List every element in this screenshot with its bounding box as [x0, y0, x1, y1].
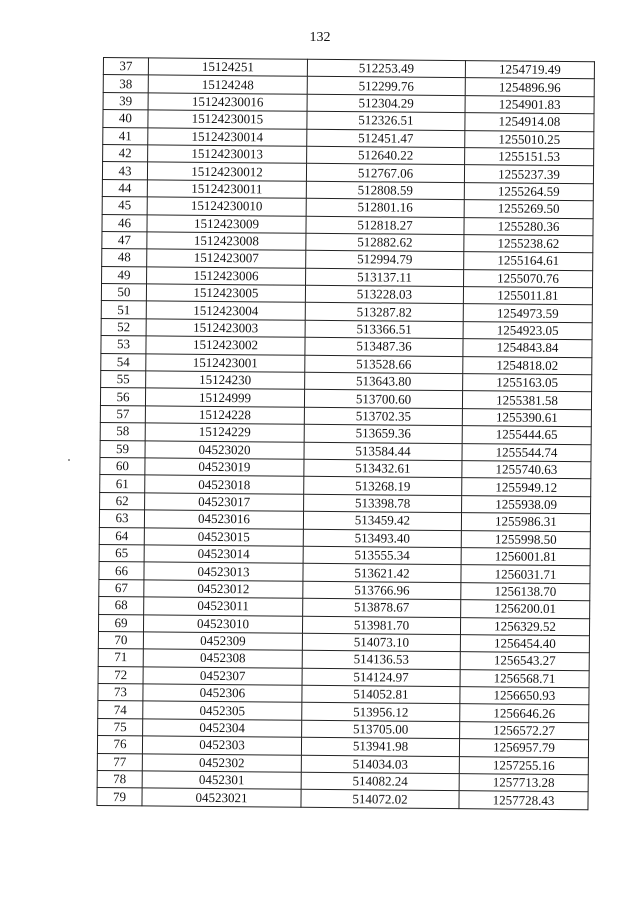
point-id-cell: 15124251	[148, 58, 307, 77]
y-coordinate-cell: 1255949.12	[462, 478, 591, 497]
point-id-cell: 0452309	[143, 632, 302, 651]
y-coordinate-cell: 1254818.02	[463, 356, 592, 375]
point-id-cell: 15124230011	[147, 180, 306, 199]
point-id-cell: 15124230	[146, 371, 305, 390]
y-coordinate-cell: 1257713.28	[459, 774, 588, 793]
row-number-cell: 59	[100, 440, 145, 458]
y-coordinate-cell: 1255163.05	[463, 374, 592, 393]
y-coordinate-cell: 1256454.40	[460, 635, 589, 654]
row-number-cell: 65	[99, 544, 144, 562]
page-number: 132	[309, 30, 331, 45]
table-row	[97, 788, 588, 810]
y-coordinate-cell: 1256329.52	[460, 617, 589, 636]
y-coordinate-cell: 1255381.58	[462, 391, 591, 410]
stray-dot	[68, 459, 70, 461]
x-coordinate-cell: 512801.16	[306, 198, 464, 217]
row-number-cell: 43	[102, 162, 147, 180]
y-coordinate-cell: 1255444.65	[462, 426, 591, 445]
x-coordinate-cell: 512451.47	[307, 129, 465, 148]
row-number-cell: 40	[103, 110, 148, 128]
point-id-cell: 04523014	[144, 545, 303, 564]
y-coordinate-cell: 1255986.31	[461, 513, 590, 532]
x-coordinate-cell: 513766.96	[303, 581, 461, 600]
x-coordinate-cell: 512640.22	[307, 146, 465, 165]
point-id-cell: 04523018	[145, 475, 304, 494]
y-coordinate-cell: 1254843.84	[463, 339, 592, 358]
point-id-cell: 04523020	[145, 440, 304, 459]
point-id-cell: 0452303	[142, 736, 301, 755]
row-number-cell: 78	[97, 770, 142, 788]
row-number-cell: 63	[99, 510, 144, 528]
point-id-cell: 04523011	[144, 597, 303, 616]
point-id-cell: 15124230016	[148, 93, 307, 112]
x-coordinate-cell: 513878.67	[303, 598, 461, 617]
point-id-cell: 04523013	[144, 562, 303, 581]
y-coordinate-cell: 1255164.61	[464, 252, 593, 271]
x-coordinate-cell: 514034.03	[301, 755, 459, 774]
x-coordinate-cell: 514073.10	[302, 633, 460, 652]
point-id-cell: 0452304	[143, 719, 302, 738]
row-number-cell: 77	[97, 753, 142, 771]
x-coordinate-cell: 513981.70	[302, 616, 460, 635]
point-id-cell: 1512423005	[146, 284, 305, 303]
row-number-cell: 51	[101, 301, 146, 319]
x-coordinate-cell: 513487.36	[305, 338, 463, 357]
point-id-cell: 15124999	[145, 388, 304, 407]
y-coordinate-cell: 1255010.25	[465, 130, 594, 149]
x-coordinate-cell: 512994.79	[306, 251, 464, 270]
y-coordinate-cell: 1255151.53	[465, 148, 594, 167]
y-coordinate-cell: 1255237.39	[464, 165, 593, 184]
y-coordinate-cell: 1256200.01	[461, 600, 590, 619]
row-number-cell: 58	[100, 423, 145, 441]
y-coordinate-cell: 1257728.43	[459, 791, 588, 810]
x-coordinate-cell: 513398.78	[304, 494, 462, 513]
x-coordinate-cell: 513705.00	[302, 720, 460, 739]
y-coordinate-cell: 1255011.81	[463, 287, 592, 306]
point-id-cell: 1512423004	[146, 301, 305, 320]
y-coordinate-cell: 1254901.83	[465, 95, 594, 114]
x-coordinate-cell: 513956.12	[302, 703, 460, 722]
row-number-cell: 42	[103, 144, 148, 162]
x-coordinate-cell: 513432.61	[304, 459, 462, 478]
y-coordinate-cell: 1256031.71	[461, 565, 590, 584]
row-number-cell: 70	[98, 631, 143, 649]
y-coordinate-cell: 1256001.81	[461, 548, 590, 567]
row-number-cell: 48	[102, 249, 147, 267]
point-id-cell: 15124229	[145, 423, 304, 442]
point-id-cell: 1512423006	[147, 267, 306, 286]
row-number-cell: 71	[98, 649, 143, 667]
row-number-cell: 79	[97, 788, 142, 806]
x-coordinate-cell: 513584.44	[304, 442, 462, 461]
point-id-cell: 04523012	[144, 580, 303, 599]
point-id-cell: 1512423009	[147, 214, 306, 233]
row-number-cell: 45	[102, 197, 147, 215]
x-coordinate-cell: 514124.97	[302, 668, 460, 687]
y-coordinate-cell: 1256572.27	[460, 721, 589, 740]
x-coordinate-cell: 513366.51	[305, 320, 463, 339]
x-coordinate-cell: 514136.53	[302, 651, 460, 670]
row-number-cell: 66	[99, 562, 144, 580]
x-coordinate-cell: 513643.80	[305, 372, 463, 391]
y-coordinate-cell: 1256646.26	[460, 704, 589, 723]
point-id-cell: 0452306	[143, 684, 302, 703]
row-number-cell: 74	[98, 701, 143, 719]
row-number-cell: 72	[98, 666, 143, 684]
point-id-cell: 04523015	[144, 527, 303, 546]
table-body	[97, 58, 595, 810]
row-number-cell: 52	[101, 318, 146, 336]
x-coordinate-cell: 512818.27	[306, 216, 464, 235]
point-id-cell: 04523010	[143, 614, 302, 633]
point-id-cell: 1512423001	[146, 354, 305, 373]
row-number-cell: 64	[99, 527, 144, 545]
row-number-cell: 61	[100, 475, 145, 493]
point-id-cell: 1512423002	[146, 336, 305, 355]
row-number-cell: 37	[103, 58, 148, 76]
row-number-cell: 49	[102, 266, 147, 284]
x-coordinate-cell: 514082.24	[301, 772, 459, 791]
y-coordinate-cell: 1255264.59	[464, 182, 593, 201]
y-coordinate-cell: 1256568.71	[460, 669, 589, 688]
row-number-cell: 56	[100, 388, 145, 406]
row-number-cell: 60	[100, 457, 145, 475]
y-coordinate-cell: 1256650.93	[460, 687, 589, 706]
row-number-cell: 76	[97, 736, 142, 754]
y-coordinate-cell: 1257255.16	[459, 756, 588, 775]
row-number-cell: 50	[101, 284, 146, 302]
point-id-cell: 1512423007	[147, 249, 306, 268]
point-id-cell: 04523016	[144, 510, 303, 529]
point-id-cell: 1512423003	[146, 319, 305, 338]
x-coordinate-cell: 512882.62	[306, 233, 464, 252]
row-number-cell: 46	[102, 214, 147, 232]
x-coordinate-cell: 512808.59	[306, 181, 464, 200]
row-number-cell: 69	[98, 614, 143, 632]
x-coordinate-cell: 512304.29	[307, 94, 465, 113]
y-coordinate-cell: 1254973.59	[463, 304, 592, 323]
row-number-cell: 62	[100, 492, 145, 510]
x-coordinate-cell: 513268.19	[304, 477, 462, 496]
point-id-cell: 15124230012	[147, 162, 306, 181]
x-coordinate-cell: 513493.40	[303, 529, 461, 548]
row-number-cell: 47	[102, 231, 147, 249]
x-coordinate-cell: 513528.66	[305, 355, 463, 374]
x-coordinate-cell: 513459.42	[303, 511, 461, 530]
row-number-cell: 67	[99, 579, 144, 597]
y-coordinate-cell: 1256957.79	[459, 739, 588, 758]
x-coordinate-cell: 513287.82	[305, 303, 463, 322]
point-id-cell: 15124230013	[148, 145, 307, 164]
y-coordinate-cell: 1255998.50	[461, 530, 590, 549]
y-coordinate-cell: 1254914.08	[465, 113, 594, 132]
row-number-cell: 57	[100, 405, 145, 423]
x-coordinate-cell: 512767.06	[306, 164, 464, 183]
x-coordinate-cell: 513555.34	[303, 546, 461, 565]
x-coordinate-cell: 514052.81	[302, 685, 460, 704]
point-id-cell: 04523019	[145, 458, 304, 477]
x-coordinate-cell: 512253.49	[307, 59, 465, 78]
x-coordinate-cell: 513659.36	[304, 424, 462, 443]
point-id-cell: 0452302	[142, 753, 301, 772]
point-id-cell: 0452305	[143, 701, 302, 720]
y-coordinate-cell: 1255390.61	[462, 408, 591, 427]
row-number-cell: 54	[101, 353, 146, 371]
point-id-cell: 15124230014	[148, 127, 307, 146]
x-coordinate-cell: 513621.42	[303, 564, 461, 583]
y-coordinate-cell: 1255070.76	[464, 269, 593, 288]
coordinates-table	[96, 57, 595, 810]
y-coordinate-cell: 1254923.05	[463, 322, 592, 341]
point-id-cell: 04523021	[142, 788, 301, 807]
y-coordinate-cell: 1255544.74	[462, 443, 591, 462]
row-number-cell: 39	[103, 92, 148, 110]
x-coordinate-cell: 513700.60	[304, 390, 462, 409]
x-coordinate-cell: 512326.51	[307, 111, 465, 130]
row-number-cell: 53	[101, 336, 146, 354]
row-number-cell: 68	[99, 597, 144, 615]
row-number-cell: 38	[103, 75, 148, 93]
row-number-cell: 55	[101, 371, 146, 389]
point-id-cell: 04523017	[145, 493, 304, 512]
point-id-cell: 15124228	[145, 406, 304, 425]
x-coordinate-cell: 514072.02	[301, 790, 459, 809]
point-id-cell: 15124248	[148, 75, 307, 94]
point-id-cell: 15124230010	[147, 197, 306, 216]
x-coordinate-cell: 513941.98	[301, 737, 459, 756]
point-id-cell: 1512423008	[147, 232, 306, 251]
y-coordinate-cell: 1254896.96	[465, 78, 594, 97]
y-coordinate-cell: 1256543.27	[460, 652, 589, 671]
row-number-cell: 44	[102, 179, 147, 197]
y-coordinate-cell: 1254719.49	[465, 61, 594, 80]
x-coordinate-cell: 513228.03	[305, 285, 463, 304]
y-coordinate-cell: 1255269.50	[464, 200, 593, 219]
y-coordinate-cell: 1255238.62	[464, 235, 593, 254]
row-number-cell: 73	[98, 684, 143, 702]
y-coordinate-cell: 1255280.36	[464, 217, 593, 236]
x-coordinate-cell: 512299.76	[307, 77, 465, 96]
y-coordinate-cell: 1255938.09	[462, 495, 591, 514]
x-coordinate-cell: 513137.11	[306, 268, 464, 287]
point-id-cell: 0452308	[143, 649, 302, 668]
point-id-cell: 0452307	[143, 667, 302, 686]
row-number-cell: 41	[103, 127, 148, 145]
row-number-cell: 75	[98, 718, 143, 736]
y-coordinate-cell: 1256138.70	[461, 582, 590, 601]
x-coordinate-cell: 513702.35	[304, 407, 462, 426]
point-id-cell: 0452301	[142, 771, 301, 790]
y-coordinate-cell: 1255740.63	[462, 461, 591, 480]
point-id-cell: 15124230015	[148, 110, 307, 129]
